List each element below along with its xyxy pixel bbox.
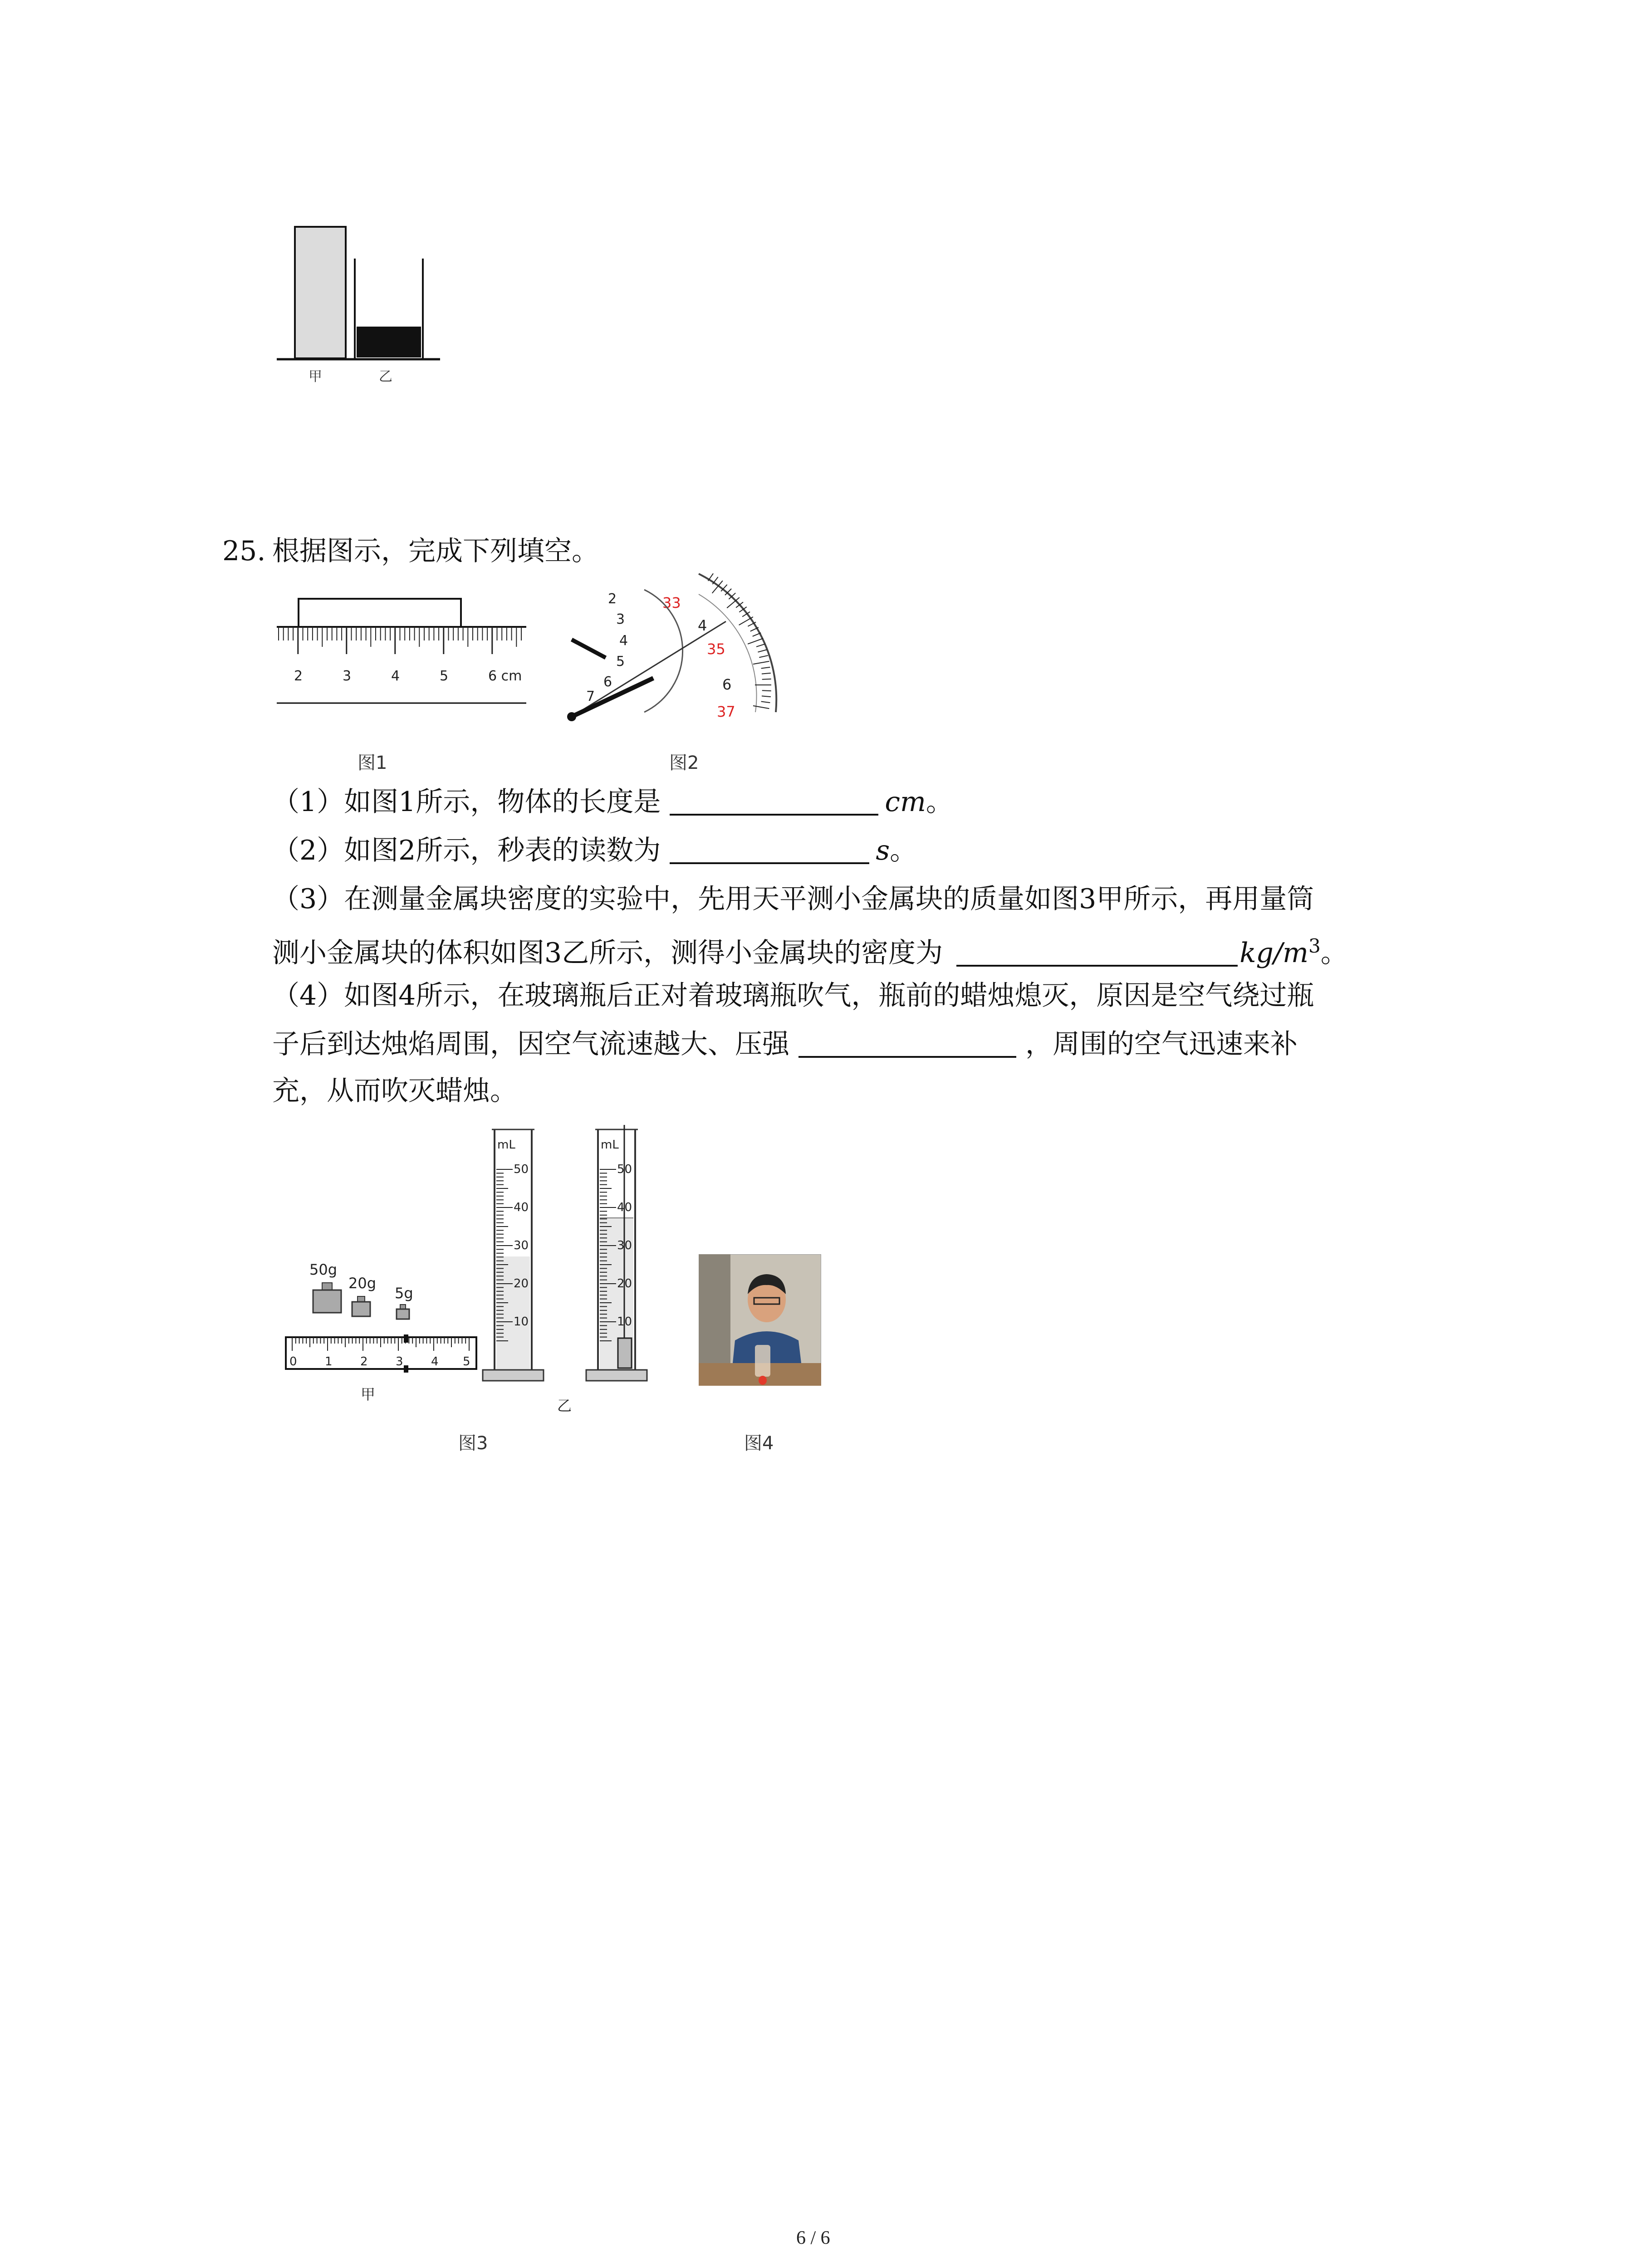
outer-dial-tick	[762, 690, 771, 691]
scale-number: 2	[360, 1355, 368, 1369]
outer-red-37: 37	[717, 703, 735, 720]
scale-number: 0	[289, 1355, 297, 1369]
cylinder-tick-label: 10	[514, 1315, 529, 1329]
page-number: 6 / 6	[796, 2228, 830, 2248]
rider	[404, 1334, 408, 1343]
label-jia: 甲	[309, 369, 322, 385]
subquestion-1	[272, 788, 953, 816]
subquestion-2-end: 。	[890, 835, 917, 866]
weight-label-50g: 50g	[309, 1261, 338, 1278]
cylinder-after	[586, 1125, 647, 1381]
cylinder-unit: mL	[601, 1138, 619, 1152]
figure-3-yi-label: 乙	[557, 1397, 572, 1414]
figure-3-jia-label: 甲	[361, 1386, 376, 1403]
cylinder-tick-label: 30	[514, 1239, 529, 1252]
top-figure	[272, 213, 454, 395]
cylinder-tick-label: 20	[514, 1277, 529, 1290]
cylinder-tick-label: 40	[514, 1201, 529, 1214]
outer-dial-tick	[762, 673, 771, 674]
figure-4-caption: 图4	[744, 1433, 774, 1454]
inner-dial-number: 6	[603, 674, 612, 690]
subquestion-1-unit: cm	[885, 786, 926, 818]
subquestion-4-text-b: ，周围的空气迅速来补	[1025, 1028, 1298, 1060]
answer-blank-1[interactable]	[670, 788, 878, 816]
subquestion-4-line-1: （4）如图4所示，在玻璃瓶后正对着玻璃瓶吹气，瓶前的蜡烛熄灭，原因是空气绕过瓶	[272, 980, 1314, 1012]
ruler-tick-label: 4	[391, 668, 400, 684]
outer-dial-tick	[758, 650, 766, 652]
question-number: 25.	[222, 535, 266, 567]
block-jia	[295, 227, 346, 358]
second-hand-thin	[572, 621, 726, 717]
subquestion-1-text: （1）如图1所示，物体的长度是	[272, 786, 661, 818]
outer-dial-tick	[761, 702, 770, 703]
outer-dial-tick	[762, 696, 771, 697]
subquestion-4-text-a: 子后到达烛焰周围，因空气流速越大、压强	[272, 1028, 789, 1060]
outer-dial-tick	[753, 661, 769, 664]
answer-blank-2[interactable]	[670, 837, 869, 864]
subquestion-3-end: 。	[1320, 937, 1348, 969]
scale-number: 4	[431, 1355, 439, 1369]
rider-bottom	[404, 1365, 408, 1373]
figure-1-caption: 图1	[358, 753, 387, 773]
subquestion-1-end: 。	[926, 786, 953, 818]
weight-50g	[313, 1283, 341, 1313]
scale-number: 1	[325, 1355, 333, 1369]
outer-red-33: 33	[662, 594, 681, 611]
inner-dial-number: 2	[608, 591, 617, 607]
weight-label-20g: 20g	[348, 1275, 377, 1292]
subquestion-2-unit: s	[876, 835, 890, 866]
figure-2-stopwatch	[563, 572, 798, 744]
figure-3-yi-cylinders	[481, 1125, 681, 1420]
ruler-tick-label: 2	[294, 668, 303, 684]
liquid-yi	[357, 327, 421, 357]
subquestion-3-unit: kg/m	[1239, 937, 1309, 969]
outer-dial-tick	[748, 638, 763, 644]
label-yi: 乙	[379, 369, 392, 385]
ruler-tick-label: 3	[343, 668, 352, 684]
subquestion-3-unit-sup: 3	[1308, 935, 1321, 957]
subquestion-4-line-3: 充，从而吹灭蜡烛。	[272, 1075, 517, 1107]
figure-3-jia-balance	[272, 1256, 485, 1406]
outer-black-4: 4	[698, 617, 707, 634]
ruler-ticks	[279, 627, 521, 654]
cylinder-tick-label: 50	[514, 1163, 529, 1176]
scale-number: 3	[396, 1355, 403, 1369]
figure-4-photo	[699, 1254, 821, 1386]
subquestion-3-text: 测小金属块的体积如图3乙所示，测得小金属块的密度为	[272, 937, 943, 969]
figure-3-caption: 图3	[458, 1433, 488, 1454]
cylinder-tick-label: 40	[617, 1201, 632, 1214]
answer-blank-4[interactable]	[798, 1031, 1016, 1058]
cylinder-tick-label: 20	[617, 1277, 632, 1290]
inner-dial-number: 4	[619, 633, 628, 649]
subquestion-2-text: （2）如图2所示，秒表的读数为	[272, 835, 661, 866]
cylinder-tick-label: 50	[617, 1163, 632, 1176]
outer-dial-tick	[761, 667, 770, 669]
scale-number: 5	[463, 1355, 470, 1369]
cylinder-tick-label: 10	[617, 1315, 632, 1329]
outer-dial-tick	[759, 655, 768, 657]
weight-5g	[397, 1305, 409, 1319]
subquestion-3-line-1: （3）在测量金属块密度的实验中，先用天平测小金属块的质量如图3甲所示，再用量筒	[272, 883, 1314, 915]
glass-bottle	[755, 1345, 770, 1377]
weight-label-5g: 5g	[395, 1285, 413, 1302]
metal-block	[618, 1338, 632, 1368]
ruler-tick-label: 6 cm	[488, 668, 522, 684]
inner-dial-number: 7	[586, 689, 595, 704]
question-stem: 根据图示，完成下列填空。	[272, 535, 599, 567]
outer-black-6: 6	[722, 676, 732, 693]
hand-pivot	[567, 712, 576, 721]
measured-object	[299, 599, 461, 627]
answer-blank-3[interactable]	[956, 939, 1238, 967]
weight-20g	[352, 1296, 370, 1316]
ruler-tick-label: 5	[440, 668, 449, 684]
minute-hand	[572, 640, 606, 658]
subquestion-2	[272, 837, 917, 864]
outer-red-35: 35	[707, 640, 725, 658]
cylinder-before	[483, 1129, 544, 1381]
candle-flame	[759, 1376, 767, 1385]
cylinder-unit: mL	[497, 1138, 515, 1152]
inner-dial-number: 3	[616, 611, 625, 627]
cylinder-tick-label: 30	[617, 1239, 632, 1252]
figure-2-caption: 图2	[669, 753, 699, 773]
outer-dial-tick	[756, 644, 765, 647]
subquestion-3-line-2	[272, 937, 1348, 967]
inner-dial-number: 5	[616, 654, 625, 670]
subquestion-4-line-2	[272, 1028, 1298, 1060]
outer-dial-tick	[739, 617, 753, 625]
figure-1-ruler	[272, 594, 535, 712]
second-hand-thick	[572, 678, 653, 717]
